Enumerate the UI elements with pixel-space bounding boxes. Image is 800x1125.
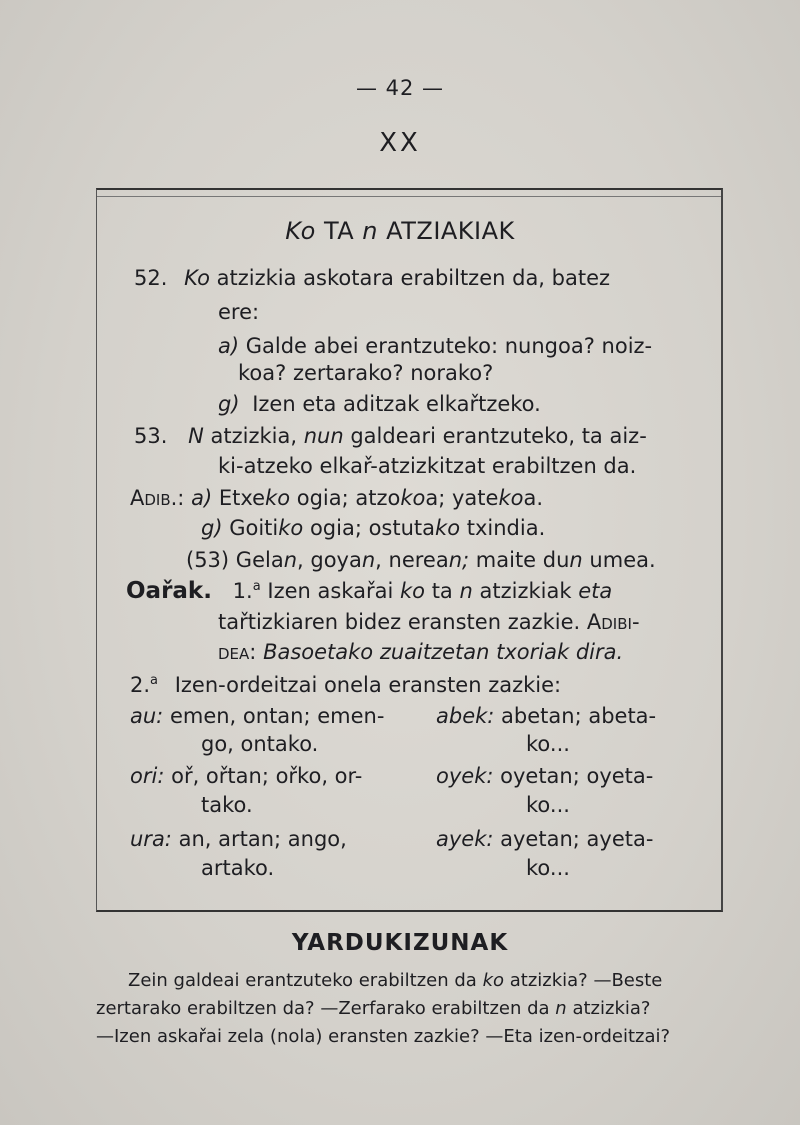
note-2-number: 2. (130, 673, 151, 697)
page-number: — 42 — (355, 76, 445, 100)
rule-a-label: a) (218, 334, 240, 358)
rule-a-text: Galde abei erantzuteko: nungoa? noiz- (245, 334, 653, 358)
note-1-line2 (218, 612, 640, 633)
example-1-end: a. (523, 486, 544, 510)
pronoun-au (130, 706, 384, 727)
note-1-ta: ta (431, 579, 453, 603)
pronoun-abek-cont: ko... (526, 732, 570, 756)
rule-g-text: Izen eta aditzak elkařtzeko. (252, 392, 541, 416)
example-1-mid2: a; yate (425, 486, 499, 510)
rule-53-number: 53. (134, 424, 168, 448)
note-1-ko: ko (400, 579, 426, 603)
rule-a-cont: koa? zertarako? norako? (238, 361, 494, 385)
example-2-mid: ogia; ostuta (309, 516, 436, 540)
exercise-line-1 (128, 972, 662, 990)
pronoun-ayek-label: ayek: (436, 827, 494, 851)
example-2 (201, 518, 545, 539)
note-1-text: Izen askařai (267, 579, 394, 603)
example-3-n3: n; (448, 548, 470, 572)
pronoun-ori (130, 766, 362, 787)
notes-label: Oařak. (126, 578, 212, 604)
rule-53-nun: nun (303, 424, 344, 448)
pronoun-oyek-cont: ko... (526, 793, 570, 817)
pronoun-ayek (436, 829, 653, 850)
pronoun-au-text: emen, ontan; emen- (169, 704, 385, 728)
note-1-dea: dea: (218, 640, 257, 664)
title-end: ATZIAKIAK (386, 217, 515, 245)
pronoun-oyek (436, 766, 653, 787)
chapter-number: XX (379, 128, 421, 158)
rule-53-text1: atzizkia, (210, 424, 298, 448)
example-1-ko: ko (265, 486, 291, 510)
note-1-n: n (459, 579, 473, 603)
box-top-rule (97, 196, 721, 197)
note-1-example: Basoetako zuaitzetan txoriak dira. (263, 640, 624, 664)
example-3 (186, 550, 656, 571)
box-title (0, 217, 800, 245)
example-1 (130, 488, 543, 509)
exercises-title: YARDUKIZUNAK (291, 930, 509, 956)
example-3-n4: n (569, 548, 583, 572)
example-2-ko: ko (278, 516, 304, 540)
rule-53-text2: galdeari erantzuteko, ta aiz- (350, 424, 647, 448)
note-2-text: Izen-ordeitzai onela eransten zazkie: (174, 673, 562, 697)
rule-g (218, 394, 541, 415)
exercise-line-2-b: atzizkia? (572, 998, 651, 1019)
rule-52-number: 52. (134, 266, 168, 290)
note-1-line2-text: tařtizkiaren bidez eransten zazkie. (218, 610, 581, 634)
rule-52-ko: Ko (184, 266, 210, 290)
example-1-mid: ogia; atzo (296, 486, 401, 510)
example-1-ko2: ko (400, 486, 426, 510)
rule-52 (134, 268, 610, 289)
note-1-line3 (218, 642, 623, 663)
exercise-line-2-a: zertarako erabiltzen da? —Zerfarako erabiltzen da (96, 998, 550, 1019)
pronoun-ori-label: ori: (130, 764, 165, 788)
title-ko: Ko (285, 217, 316, 245)
notes-1 (126, 580, 612, 603)
pronoun-au-cont: go, ontako. (201, 732, 319, 756)
pronoun-ayek-cont: ko... (526, 856, 570, 880)
title-n: n (362, 217, 379, 245)
rule-53-cont: ki-atzeko elkař-atzizkitzat erabiltzen da. (218, 454, 637, 478)
note-1-eta: eta (578, 579, 613, 603)
pronoun-ayek-text: ayetan; ayeta- (500, 827, 654, 851)
example-3-text: Gela (235, 548, 284, 572)
note-1-sup: a (252, 579, 261, 594)
pronoun-ura-label: ura: (130, 827, 172, 851)
example-2-ko2: ko (435, 516, 461, 540)
example-3-mid3: maite du (475, 548, 570, 572)
example-3-end: umea. (589, 548, 656, 572)
pronoun-abek (436, 706, 656, 727)
pronoun-oyek-label: oyek: (436, 764, 494, 788)
note-2 (130, 674, 561, 696)
pronoun-ori-text: oř, ořtan; ořko, or- (171, 764, 363, 788)
rule-53 (134, 426, 647, 447)
example-2-label: g) (201, 516, 223, 540)
example-3-n1: n (283, 548, 298, 572)
example-2-end: txindia. (466, 516, 546, 540)
title-ta: TA (323, 217, 355, 245)
example-2-text: Goiti (229, 516, 279, 540)
note-1-number: 1. (232, 579, 253, 603)
note-1-end: atzizkiak (479, 579, 572, 603)
rule-52-text: atzizkia askotara erabiltzen da, batez (216, 266, 611, 290)
example-1-ko3: ko (498, 486, 524, 510)
rule-a (218, 336, 652, 357)
pronoun-abek-text: abetan; abeta- (501, 704, 657, 728)
example-1-text: Etxe (218, 486, 266, 510)
exercise-line-1-a: Zein galdeai erantzuteko erabiltzen da (128, 970, 477, 991)
example-3-label: (53) (186, 548, 230, 572)
example-3-mid: , goya (297, 548, 362, 572)
example-3-mid2: , nerea (375, 548, 449, 572)
pronoun-ura-cont: artako. (201, 856, 275, 880)
exercise-line-2 (96, 1000, 650, 1018)
adib-label: Adib.: (130, 486, 185, 510)
pronoun-au-label: au: (130, 704, 164, 728)
pronoun-ura (130, 829, 347, 850)
exercise-line-2-n: n (555, 998, 567, 1019)
pronoun-ori-cont: tako. (201, 793, 253, 817)
note-2-sup: a (150, 673, 159, 688)
pronoun-abek-label: abek: (436, 704, 495, 728)
exercise-line-1-b: atzizkia? —Beste (509, 970, 663, 991)
rule-g-label: g) (218, 392, 240, 416)
rule-53-n: N (188, 424, 204, 448)
exercise-line-1-ko: ko (482, 970, 504, 991)
exercise-line-3: —Izen askařai zela (nola) eransten zazkie? —Eta izen-ordeitzai? (96, 1026, 671, 1047)
note-1-adibi: Adibi- (586, 610, 640, 634)
example-3-n2: n (361, 548, 376, 572)
pronoun-ura-text: an, artan; ango, (178, 827, 347, 851)
example-1-label: a) (191, 486, 213, 510)
pronoun-oyek-text: oyetan; oyeta- (500, 764, 654, 788)
rule-52-cont: ere: (218, 300, 260, 324)
